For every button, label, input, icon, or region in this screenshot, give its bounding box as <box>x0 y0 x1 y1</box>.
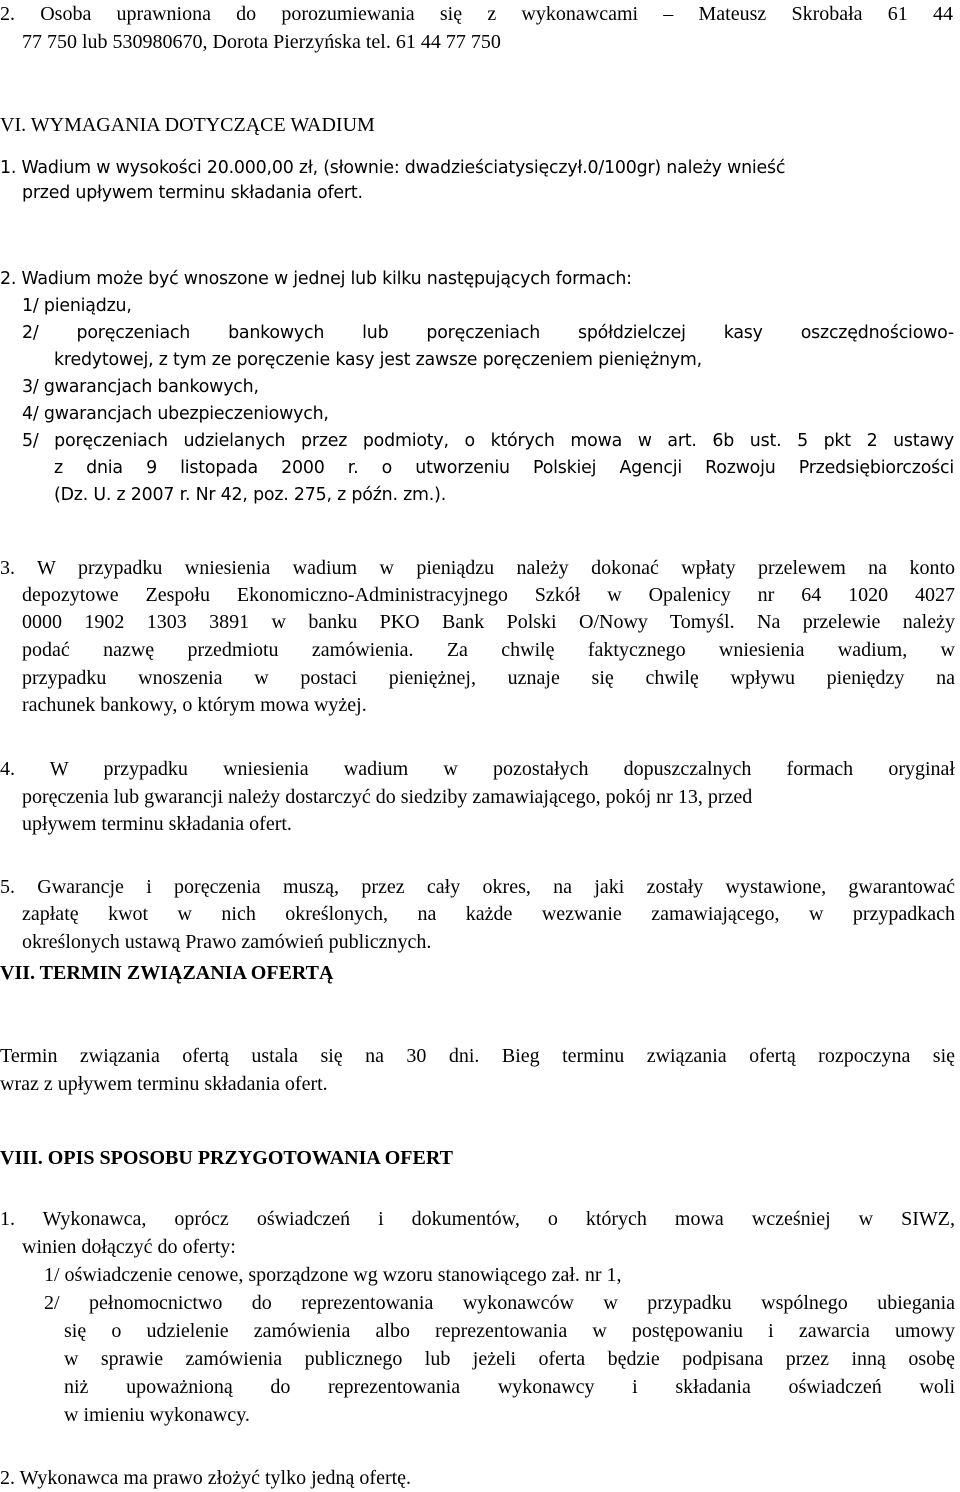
section-vii-heading: VII. TERMIN ZWIĄZANIA OFERTĄ <box>0 962 334 984</box>
offer-prep-item: 1/ oświadczenie cenowe, sporządzone wg wzoru stanowiącego zał. nr 1, <box>44 1264 622 1286</box>
wadium-payment-line: 0000 1902 1303 3891 w banku PKO Bank Polski O/Nowy Tomyśl. Na przelewie należy <box>22 611 955 633</box>
wadium-form-item: 2/ poręczeniach bankowych lub poręczeniach spółdzielczej kasy oszczędnościowo- <box>22 323 954 343</box>
wadium-form-item: 1/ pieniądzu, <box>22 296 132 316</box>
wadium-form-item: 4/ gwarancjach ubezpieczeniowych, <box>22 404 329 424</box>
wadium-form-item: 5/ poręczeniach udzielanych przez podmioty, o których mowa w art. 6b ust. 5 pkt 2 ustawy <box>22 431 954 451</box>
offer-binding-line: Termin związania ofertą ustala się na 30 dni. Bieg terminu związania ofertą rozpoczyna się <box>0 1045 955 1067</box>
guarantee-line: 5. Gwarancje i poręczenia muszą, przez cały okres, na jaki zostały wystawione, gwarantować <box>0 876 955 898</box>
single-offer-line: 2. Wykonawca ma prawo złożyć tylko jedną ofertę. <box>0 1467 412 1489</box>
guarantee-line: określonych ustawą Prawo zamówień publicznych. <box>22 931 432 953</box>
offer-prep-item: 2/ pełnomocnictwo do reprezentowania wykonawców w przypadku wspólnego ubiegania <box>44 1292 955 1314</box>
contact-line: 2. Osoba uprawniona do porozumiewania się z wykonawcami – Mateusz Skrobała 61 44 <box>0 3 953 25</box>
guarantee-line: zapłatę kwot w nich określonych, na każde wezwanie zamawiającego, w przypadkach <box>22 903 955 925</box>
section-viii-heading: VIII. OPIS SPOSOBU PRZYGOTOWANIA OFERT <box>0 1147 453 1169</box>
offer-prep-line: 1. Wykonawca, oprócz oświadczeń i dokumentów, o których mowa wcześniej w SIWZ, <box>0 1208 955 1230</box>
offer-prep-item: się o udzielenie zamówienia albo reprezentowania w postępowaniu i zawarcia umowy <box>64 1320 955 1342</box>
wadium-payment-line: rachunek bankowy, o którym mowa wyżej. <box>22 694 367 716</box>
wadium-payment-line: 3. W przypadku wniesienia wadium w pieniądzu należy dokonać wpłaty przelewem na konto <box>0 557 955 579</box>
wadium-form-item: z dnia 9 listopada 2000 r. o utworzeniu Polskiej Agencji Rozwoju Przedsiębiorczości <box>54 458 954 478</box>
contact-line: 77 750 lub 530980670, Dorota Pierzyńska tel. 61 44 77 750 <box>22 31 501 53</box>
wadium-other-forms-line: upływem terminu składania ofert. <box>22 813 292 835</box>
wadium-payment-line: podać nazwę przedmiotu zamówienia. Za chwilę faktycznego wniesienia wadium, w <box>22 639 955 661</box>
wadium-other-forms-line: poręczenia lub gwarancji należy dostarczyć do siedziby zamawiającego, pokój nr 13, przed <box>22 786 753 808</box>
wadium-form-item: (Dz. U. z 2007 r. Nr 42, poz. 275, z późn. zm.). <box>54 485 447 505</box>
offer-prep-item: w sprawie zamówienia publicznego lub jeżeli oferta będzie podpisana przez inną osobę <box>64 1348 955 1370</box>
wadium-amount-line: przed upływem terminu składania ofert. <box>22 183 363 203</box>
wadium-amount-line: 1. Wadium w wysokości 20.000,00 zł, (słownie: dwadzieściatysięczył.0/100gr) należy wnieść <box>0 158 786 178</box>
wadium-form-item: 3/ gwarancjach bankowych, <box>22 377 259 397</box>
wadium-payment-line: przypadku wnoszenia w postaci pieniężnej, uznaje się chwilę wpływu pieniędzy na <box>22 667 955 689</box>
wadium-forms-intro: 2. Wadium może być wnoszone w jednej lub kilku następujących formach: <box>0 269 632 289</box>
offer-binding-line: wraz z upływem terminu składania ofert. <box>0 1073 328 1095</box>
offer-prep-item: w imieniu wykonawcy. <box>64 1404 250 1426</box>
section-vi-heading: VI. WYMAGANIA DOTYCZĄCE WADIUM <box>0 114 375 136</box>
wadium-other-forms-line: 4. W przypadku wniesienia wadium w pozostałych dopuszczalnych formach oryginał <box>0 758 955 780</box>
wadium-payment-line: depozytowe Zespołu Ekonomiczno-Administracyjnego Szkół w Opalenicy nr 64 1020 4027 <box>22 584 955 606</box>
offer-prep-item: niż upoważnioną do reprezentowania wykonawcy i składania oświadczeń woli <box>64 1376 955 1398</box>
offer-prep-line: winien dołączyć do oferty: <box>22 1236 236 1258</box>
wadium-form-item: kredytowej, z tym ze poręczenie kasy jest zawsze poręczeniem pieniężnym, <box>54 350 702 370</box>
